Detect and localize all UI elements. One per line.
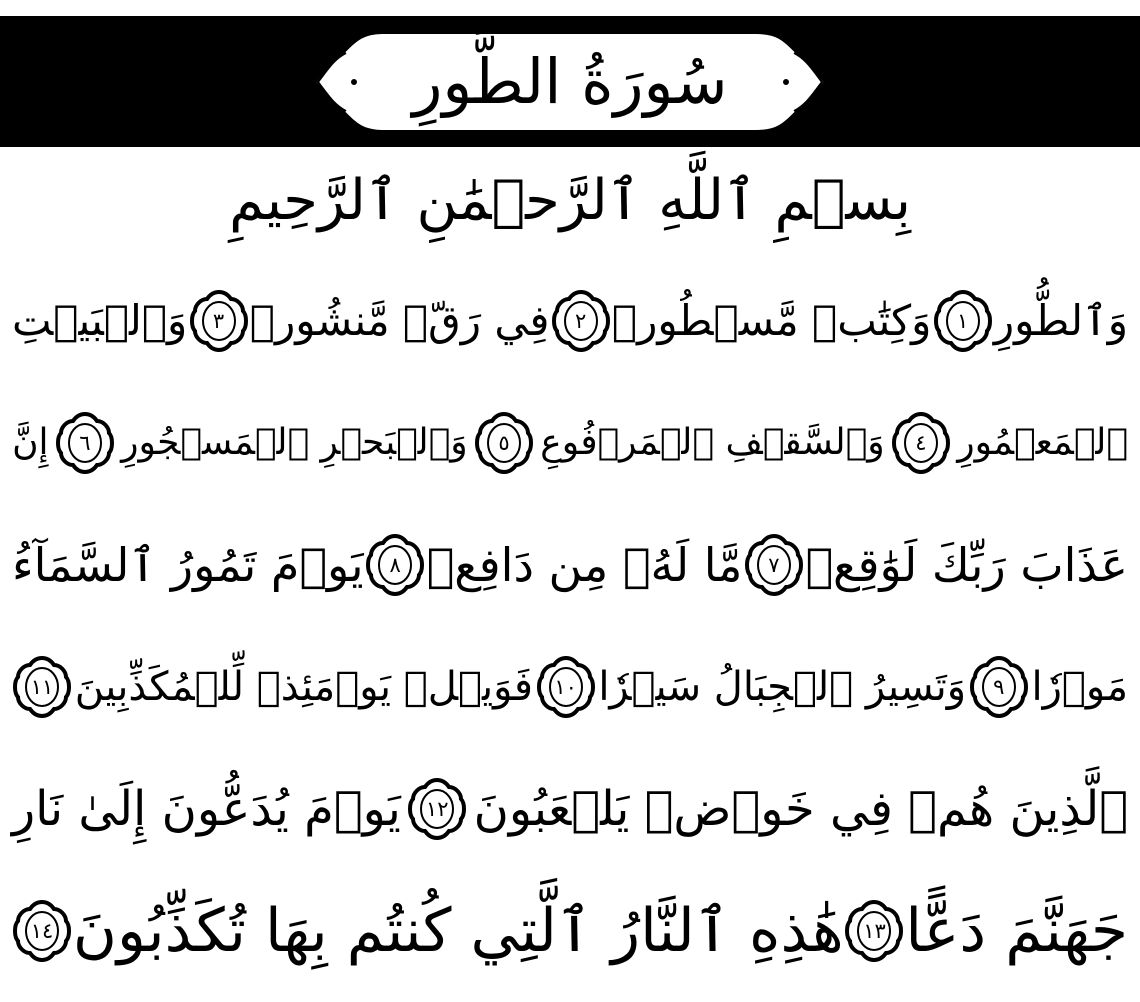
verse-text-segment: فَوَيۡلٞ يَوۡمَئِذٖ لِّلۡمُكَذِّبِينَ bbox=[74, 664, 533, 710]
verse-line bbox=[12, 260, 1128, 382]
ayah-number-marker bbox=[55, 411, 115, 475]
verse-text-segment: وَٱلطُّورِ bbox=[993, 296, 1128, 345]
verse-text-segment: فِي رَقّٖ مَّنشُورٖ bbox=[249, 296, 550, 345]
verse-line bbox=[12, 870, 1128, 992]
ayah-number: ١ bbox=[957, 308, 969, 333]
ayah-number-marker bbox=[536, 655, 596, 719]
verse-text-segment: وَٱلسَّقۡفِ ٱلۡمَرۡفُوعِ bbox=[540, 422, 885, 463]
verse-text-segment: ٱلَّذِينَ هُمۡ فِي خَوۡضٖ يَلۡعَبُونَ bbox=[473, 781, 1128, 837]
verse-text-segment: إِنَّ bbox=[12, 422, 49, 463]
ayah-number-marker bbox=[12, 899, 72, 963]
ayah-number-marker bbox=[891, 411, 951, 475]
ayah-number: ٦ bbox=[79, 430, 91, 455]
ayah-number: ٢ bbox=[575, 308, 587, 333]
ayah-number: ١١ bbox=[30, 674, 54, 699]
verse-text-segment: عَذَابَ رَبِّكَ لَوَٰقِعٞ bbox=[805, 538, 1128, 592]
ayah-number: ٤ bbox=[915, 430, 927, 455]
verse-text-segment: وَٱلۡبَيۡتِ bbox=[12, 296, 188, 345]
ayah-number: ٩ bbox=[993, 674, 1005, 699]
basmala: بِسۡمِ ٱللَّهِ ٱلرَّحۡمَٰنِ ٱلرَّحِيمِ bbox=[229, 168, 911, 233]
ayah-number-marker bbox=[551, 289, 611, 353]
surah-title: سُورَةُ الطُّورِ bbox=[412, 45, 728, 118]
verse-text-segment: وَٱلۡبَحۡرِ ٱلۡمَسۡجُورِ bbox=[121, 422, 468, 463]
verse-line bbox=[12, 382, 1128, 504]
ayah-number: ٨ bbox=[389, 552, 401, 577]
ayah-number: ١٣ bbox=[863, 918, 886, 943]
ayah-number-marker bbox=[933, 289, 993, 353]
ayah-number-marker bbox=[474, 411, 534, 475]
ayah-number-marker bbox=[744, 533, 804, 597]
ayah-number: ٧ bbox=[768, 552, 780, 577]
verse-text-body bbox=[12, 260, 1128, 1000]
verse-text-segment: يَوۡمَ تَمُورُ ٱلسَّمَآءُ bbox=[12, 538, 364, 592]
ayah-number-marker bbox=[12, 655, 72, 719]
verse-text-segment: هَٰذِهِ ٱلنَّارُ ٱلَّتِي كُنتُم بِهَا تُكَذِّبُونَ bbox=[72, 896, 844, 966]
ayah-number: ٣ bbox=[212, 308, 225, 333]
ayah-number-marker bbox=[844, 899, 904, 963]
verse-text-segment: وَتَسِيرُ ٱلۡجِبَالُ سَيۡرٗا bbox=[598, 664, 967, 710]
verse-line bbox=[12, 748, 1128, 870]
ayah-number-marker bbox=[365, 533, 425, 597]
verse-text-segment: وَكِتَٰبٖ مَّسۡطُورٖ bbox=[611, 296, 932, 345]
verse-line bbox=[12, 626, 1128, 748]
verse-text-segment: يَوۡمَ يُدَعُّونَ إِلَىٰ نَارِ bbox=[12, 781, 401, 837]
verse-text-segment: ٱلۡمَعۡمُورِ bbox=[957, 422, 1128, 463]
verse-line bbox=[12, 504, 1128, 626]
verse-text-segment: جَهَنَّمَ دَعًّا bbox=[905, 896, 1128, 966]
ayah-number-marker bbox=[969, 655, 1029, 719]
ayah-number: ١٠ bbox=[554, 674, 577, 699]
verse-text-segment: مَّا لَهُۥ مِن دَافِعٖ bbox=[426, 538, 743, 592]
ayah-number: ١٤ bbox=[30, 918, 54, 943]
verse-text-segment: مَوۡرٗا bbox=[1031, 664, 1128, 710]
ayah-number-marker bbox=[407, 777, 467, 841]
ayah-number: ٥ bbox=[498, 430, 510, 455]
ayah-number: ١٢ bbox=[425, 796, 449, 821]
ayah-number-marker bbox=[189, 289, 249, 353]
